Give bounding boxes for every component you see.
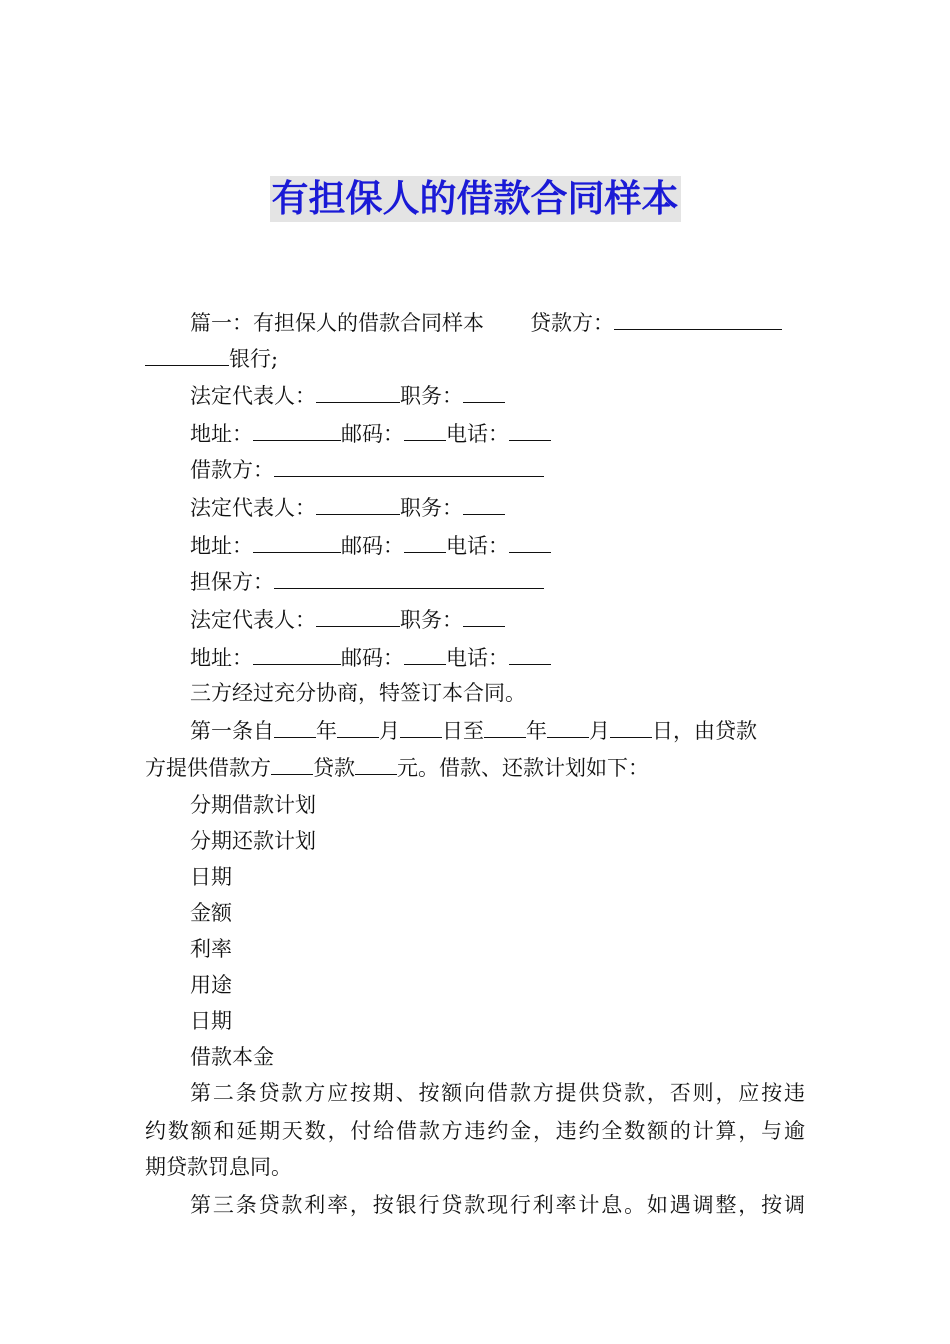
bank-line <box>145 343 805 374</box>
position-label: 职务： <box>400 608 463 632</box>
guarantor-address-line <box>190 642 805 673</box>
address-blank <box>253 642 341 665</box>
blank <box>484 715 526 738</box>
article1-line1 <box>190 715 805 746</box>
borrower-rep-line <box>190 492 805 523</box>
postcode-label: 邮码： <box>341 534 404 558</box>
postcode-blank <box>404 530 446 553</box>
position-label: 职务： <box>400 384 463 408</box>
legal-rep-label: 法定代表人： <box>190 608 316 632</box>
position-blank <box>463 492 505 515</box>
lender-label: 贷款方： <box>530 311 614 335</box>
phone-label: 电话： <box>446 534 509 558</box>
lender-rep-line <box>190 380 805 411</box>
guarantor-line <box>190 566 805 597</box>
guarantor-rep-line <box>190 604 805 635</box>
phone-blank <box>509 418 551 441</box>
month-label: 月 <box>589 719 610 743</box>
address-blank <box>253 530 341 553</box>
blank <box>274 715 316 738</box>
lender-blank <box>614 307 782 330</box>
position-blank <box>463 380 505 403</box>
legal-rep-label: 法定代表人： <box>190 384 316 408</box>
day-to-label: 日至 <box>442 719 484 743</box>
phone-blank <box>509 530 551 553</box>
position-blank <box>463 604 505 627</box>
blank <box>337 715 379 738</box>
phone-blank <box>509 642 551 665</box>
phone-label: 电话： <box>446 422 509 446</box>
address-blank <box>253 418 341 441</box>
borrower-label: 借款方： <box>190 458 274 482</box>
part-heading: 篇一：有担保人的借款合同样本 <box>190 311 484 335</box>
borrower-address-line <box>190 530 805 561</box>
year-label: 年 <box>526 719 547 743</box>
day-end-label: 日，由贷款 <box>652 719 757 743</box>
plan-item: 金额 <box>190 901 232 925</box>
postcode-label: 邮码： <box>341 422 404 446</box>
loan-label: 贷款 <box>313 756 355 780</box>
article2-line1: 第二条贷款方应按期、按额向借款方提供贷款，否则，应按违 <box>190 1081 805 1105</box>
phone-label: 电话： <box>446 646 509 670</box>
year-label: 年 <box>316 719 337 743</box>
document-title: 有担保人的借款合同样本 <box>271 177 679 220</box>
address-label: 地址： <box>190 422 253 446</box>
address-label: 地址： <box>190 646 253 670</box>
legal-rep-blank <box>316 492 400 515</box>
article3-line1: 第三条贷款利率，按银行贷款现行利率计息。如遇调整，按调 <box>190 1193 805 1217</box>
blank <box>610 715 652 738</box>
plan-item: 借款本金 <box>190 1045 274 1069</box>
agreement-line: 三方经过充分协商，特签订本合同。 <box>190 681 526 705</box>
title-wrap <box>0 176 950 222</box>
plan-item: 日期 <box>190 865 232 889</box>
article2-line2: 约数额和延期天数，付给借款方违约金，违约全数额的计算，与逾 <box>145 1119 805 1143</box>
postcode-label: 邮码： <box>341 646 404 670</box>
article1-line2 <box>145 752 805 783</box>
article1-start: 第一条自 <box>190 719 274 743</box>
guarantor-label: 担保方： <box>190 570 274 594</box>
borrower-line <box>190 454 805 485</box>
bank-blank <box>145 343 229 366</box>
intro-line <box>190 307 805 338</box>
borrower-blank <box>274 454 544 477</box>
article2-line3: 期贷款罚息同。 <box>145 1155 292 1179</box>
blank <box>355 752 397 775</box>
guarantor-blank <box>274 566 544 589</box>
plan-item: 分期还款计划 <box>190 829 316 853</box>
bank-suffix: 银行; <box>229 347 279 371</box>
legal-rep-blank <box>316 604 400 627</box>
lender-address-line <box>190 418 805 449</box>
plan-item: 日期 <box>190 1009 232 1033</box>
plan-item: 分期借款计划 <box>190 793 316 817</box>
plan-item: 用途 <box>190 973 232 997</box>
position-label: 职务： <box>400 496 463 520</box>
blank <box>547 715 589 738</box>
legal-rep-label: 法定代表人： <box>190 496 316 520</box>
legal-rep-blank <box>316 380 400 403</box>
article1-line2-a: 方提供借款方 <box>145 756 271 780</box>
postcode-blank <box>404 642 446 665</box>
month-label: 月 <box>379 719 400 743</box>
address-label: 地址： <box>190 534 253 558</box>
article1-line2-b: 元。借款、还款计划如下： <box>397 756 649 780</box>
plan-item: 利率 <box>190 937 232 961</box>
blank <box>271 752 313 775</box>
postcode-blank <box>404 418 446 441</box>
blank <box>400 715 442 738</box>
